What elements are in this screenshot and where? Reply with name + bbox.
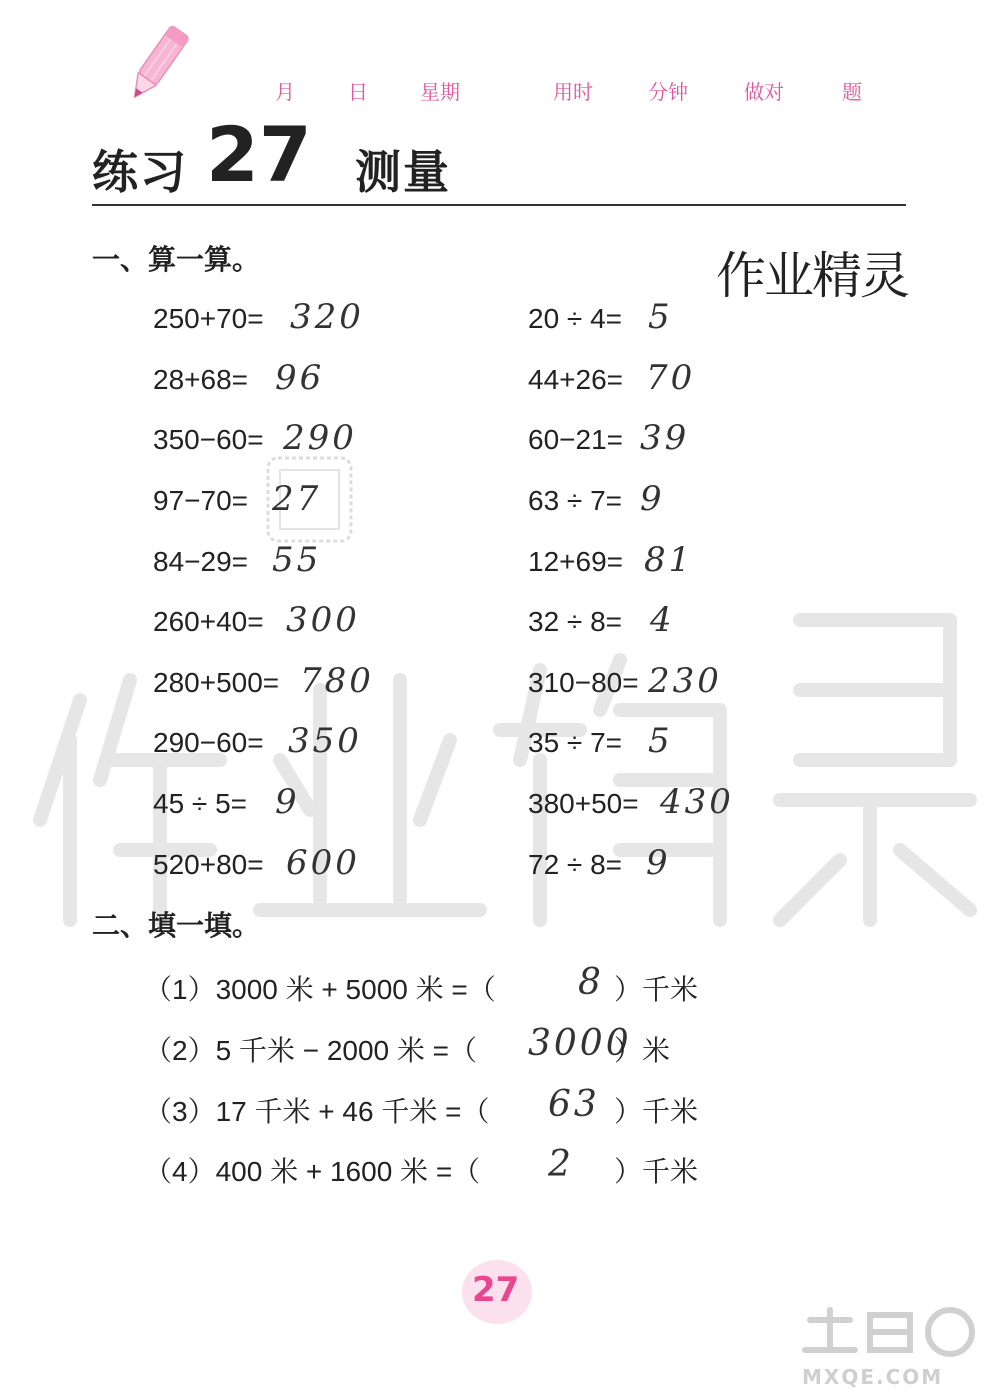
title-topic: 测量 — [355, 145, 451, 199]
answer-right-4: 9 — [640, 479, 665, 519]
answer-left-3: 290 — [283, 418, 357, 458]
title-prefix: 练习 — [92, 145, 188, 199]
header-day-label: 日 — [348, 80, 368, 104]
answer-left-2: 96 — [275, 358, 325, 398]
equation-left-6: 260+40= — [153, 606, 264, 637]
header-minutes-label: 分钟 — [648, 80, 688, 104]
header-correct-label: 做对 — [744, 80, 784, 104]
fill-item-2: （2）5 千米 − 2000 米 =（ — [144, 1035, 478, 1066]
corner-watermark-logo — [790, 1300, 990, 1390]
equation-right-8: 35 ÷ 7= — [528, 727, 622, 758]
equation-left-3: 350−60= — [153, 424, 264, 455]
fill-unit-3: ）千米 — [614, 1096, 699, 1127]
fill-unit-2: ）米 — [614, 1035, 671, 1066]
equation-right-1: 20 ÷ 4= — [528, 303, 622, 334]
exercise-number: 27 — [206, 110, 312, 199]
header-month-label: 月 — [275, 80, 295, 104]
answer-left-4: 27 — [272, 479, 322, 519]
answer-right-10: 9 — [646, 843, 671, 883]
equation-left-9: 45 ÷ 5= — [153, 788, 247, 819]
equation-left-2: 28+68= — [153, 364, 248, 395]
equation-left-7: 280+500= — [153, 667, 280, 698]
fill-item-1: （1）3000 米 + 5000 米 =（ — [144, 974, 496, 1005]
answer-right-8: 5 — [648, 721, 673, 761]
equation-right-10: 72 ÷ 8= — [528, 849, 622, 880]
fill-answer-4: 2 — [548, 1144, 574, 1185]
equation-left-4: 97−70= — [153, 485, 248, 516]
fill-answer-2: 3000 — [528, 1023, 632, 1064]
equation-right-6: 32 ÷ 8= — [528, 606, 622, 637]
equation-left-10: 520+80= — [153, 849, 264, 880]
page-number: 27 — [472, 1270, 520, 1310]
answer-right-9: 430 — [660, 782, 734, 822]
equation-left-1: 250+70= — [153, 303, 264, 334]
answer-right-2: 70 — [646, 358, 696, 398]
equation-right-3: 60−21= — [528, 424, 623, 455]
answer-right-1: 5 — [648, 297, 673, 337]
pencil-icon — [112, 20, 202, 110]
answer-right-6: 4 — [650, 600, 675, 640]
header-divider — [92, 204, 906, 206]
fill-unit-4: ）千米 — [614, 1156, 699, 1187]
equation-right-5: 12+69= — [528, 546, 623, 577]
answer-right-5: 81 — [644, 540, 694, 580]
equation-right-2: 44+26= — [528, 364, 623, 395]
fill-item-3: （3）17 千米 + 46 千米 =（ — [144, 1096, 490, 1127]
section-heading-calculate: 一、算一算。 — [92, 243, 261, 276]
fill-item-4: （4）400 米 + 1600 米 =（ — [144, 1156, 481, 1187]
answer-right-3: 39 — [640, 418, 690, 458]
fill-answer-3: 63 — [548, 1084, 600, 1125]
answer-right-7: 230 — [648, 661, 722, 701]
header-questions-label: 题 — [842, 80, 862, 104]
answer-left-6: 300 — [286, 600, 360, 640]
header-time-label: 用时 — [553, 80, 593, 104]
equation-right-9: 380+50= — [528, 788, 639, 819]
answer-left-7: 780 — [300, 661, 374, 701]
equation-right-7: 310−80= — [528, 667, 639, 698]
svg-text:MXQE.COM: MXQE.COM — [802, 1365, 944, 1389]
answer-left-9: 9 — [275, 782, 300, 822]
answer-left-10: 600 — [286, 843, 360, 883]
answer-left-5: 55 — [272, 540, 322, 580]
answer-left-8: 350 — [288, 721, 362, 761]
equation-left-8: 290−60= — [153, 727, 264, 758]
header-weekday-label: 星期 — [420, 80, 460, 104]
fill-unit-1: ）千米 — [614, 974, 699, 1005]
section-heading-fill: 二、填一填。 — [92, 909, 261, 942]
fill-answer-1: 8 — [578, 962, 604, 1003]
answer-left-1: 320 — [290, 297, 364, 337]
equation-right-4: 63 ÷ 7= — [528, 485, 622, 516]
handwritten-note: 作业精灵 — [716, 247, 908, 305]
equation-left-5: 84−29= — [153, 546, 248, 577]
